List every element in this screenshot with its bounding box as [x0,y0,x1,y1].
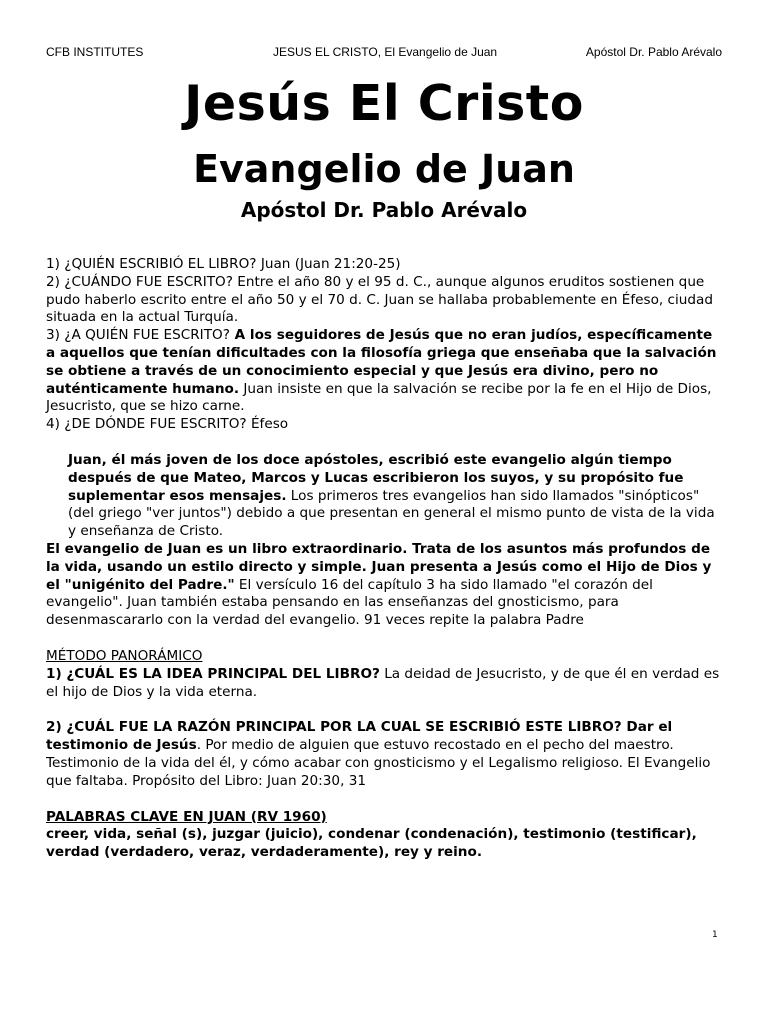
paragraph-introduction-bold: Juan, él más joven de los doce apóstoles, escribió este evangelio algún tiempo después de que Mateo, Marcos y Lucas escribieron los suyos, y su propósito fue suplementar esos mensajes. [68,451,684,504]
question-2-answer: Entre el año 80 y el 95 d. C., aunque algunos eruditos sostienen que pudo haberlo escrito entre el año 50 y el 70 d. C. Juan se hallaba probablemente en Éfeso, ciudad situada en la actual Turquía. [46,273,714,326]
paragraph-gospel [46,541,722,630]
question-4 [46,416,722,434]
question-3-answer: Juan insiste en que la salvación se recibe por la fe en el Hijo de Dios, Jesucristo, que se hizo carne. [46,380,712,415]
paragraph-gospel-bold: El evangelio de Juan es un libro extraordinario. Trata de los asuntos más profundos de la vida, usando un estilo directo y simple. Juan presenta a Jesús como el Hijo de Dios y el "unigénito del Padre." [46,540,712,593]
header-author: Apóstol Dr. Pablo Arévalo [585,45,722,59]
section-heading-metodo: MÉTODO PANORÁMICO [46,647,203,664]
question-3 [46,327,722,416]
question-2-label: 2) ¿CUÁNDO FUE ESCRITO? [46,273,233,290]
question-4-answer: Éfeso [246,416,289,433]
paragraph-introduction-text: Los primeros tres evangelios han sido llamados "sinópticos"(del griego "ver juntos") debido a que presentan en general el mismo punto de vista de la vida y enseñanza de Cristo. [68,487,715,540]
question-1 [46,256,722,274]
metodo-question-2-answer: . Por medio de alguien que estuvo recostado en el pecho del maestro. Testimonio de la vida del él, y cómo acabar con gnosticismo y el Legalismo religioso. El Evangelio que faltaba. Propósito del Libro: Juan 20:30, 31 [46,737,711,789]
document-subtitle: Evangelio de Juan [193,147,575,191]
question-3-label: 3) ¿A QUIÉN FUE ESCRITO? [46,327,230,344]
document-title: Jesús El Cristo [184,75,584,132]
question-4-label: 4) ¿DE DÓNDE FUE ESCRITO? [46,416,247,433]
metodo-question-1-answer: La deidad de Jesucristo, y de que él en verdad es el hijo de Dios y la vida eterna. [46,665,720,700]
paragraph-introduction [46,452,722,541]
metodo-question-1-label: 1) ¿CUÁL ES LA IDEA PRINCIPAL DEL LIBRO? [46,665,380,682]
question-3-bold-answer: A los seguidores de Jesús que no eran judíos, específicamente a aquellos que tenían dificultades con la filosofía griega que enseñaba que la salvación se obtiene a través de un conocimiento especial y que Jesús era divino, pero no auténticamente humano. [46,327,717,397]
document-author: Apóstol Dr. Pablo Arévalo [240,198,528,222]
keywords-list: creer, vida, señal (s), juzgar (juicio), condenar (condenación), testimonio (testificar), verdad (verdadero, veraz, verdaderamente), rey y reino. [46,826,697,861]
page-number: 1 [712,930,718,940]
question-2 [46,274,722,327]
question-1-label: 1) ¿QUIÉN ESCRIBIÓ EL LIBRO? [46,256,257,272]
metodo-question-1 [46,666,722,702]
paragraph-gospel-text: El versículo 16 del capítulo 3 ha sido llamado "el corazón del evangelio". Juan también estaba pensando en las enseñanzas del gnosticismo, para desenmascararlo con la verdad del evangelio. 91 veces repite la palabra Padre [46,576,653,629]
question-1-answer: Juan (Juan 21:20-25) [256,256,401,272]
page-header [46,45,722,61]
header-document-title: JESUS EL CRISTO, El Evangelio de Juan [273,45,498,59]
metodo-question-2-label: 2) ¿CUÁL FUE LA RAZÓN PRINCIPAL POR LA CUAL SE ESCRIBIÓ ESTE LIBRO? Dar el testimonio de Jesús [46,719,673,754]
header-institute: CFB INSTITUTES [46,45,144,59]
document-body [46,256,722,862]
metodo-question-2 [46,719,722,790]
section-heading-keywords: PALABRAS CLAVE EN JUAN (RV 1960) [46,808,327,825]
